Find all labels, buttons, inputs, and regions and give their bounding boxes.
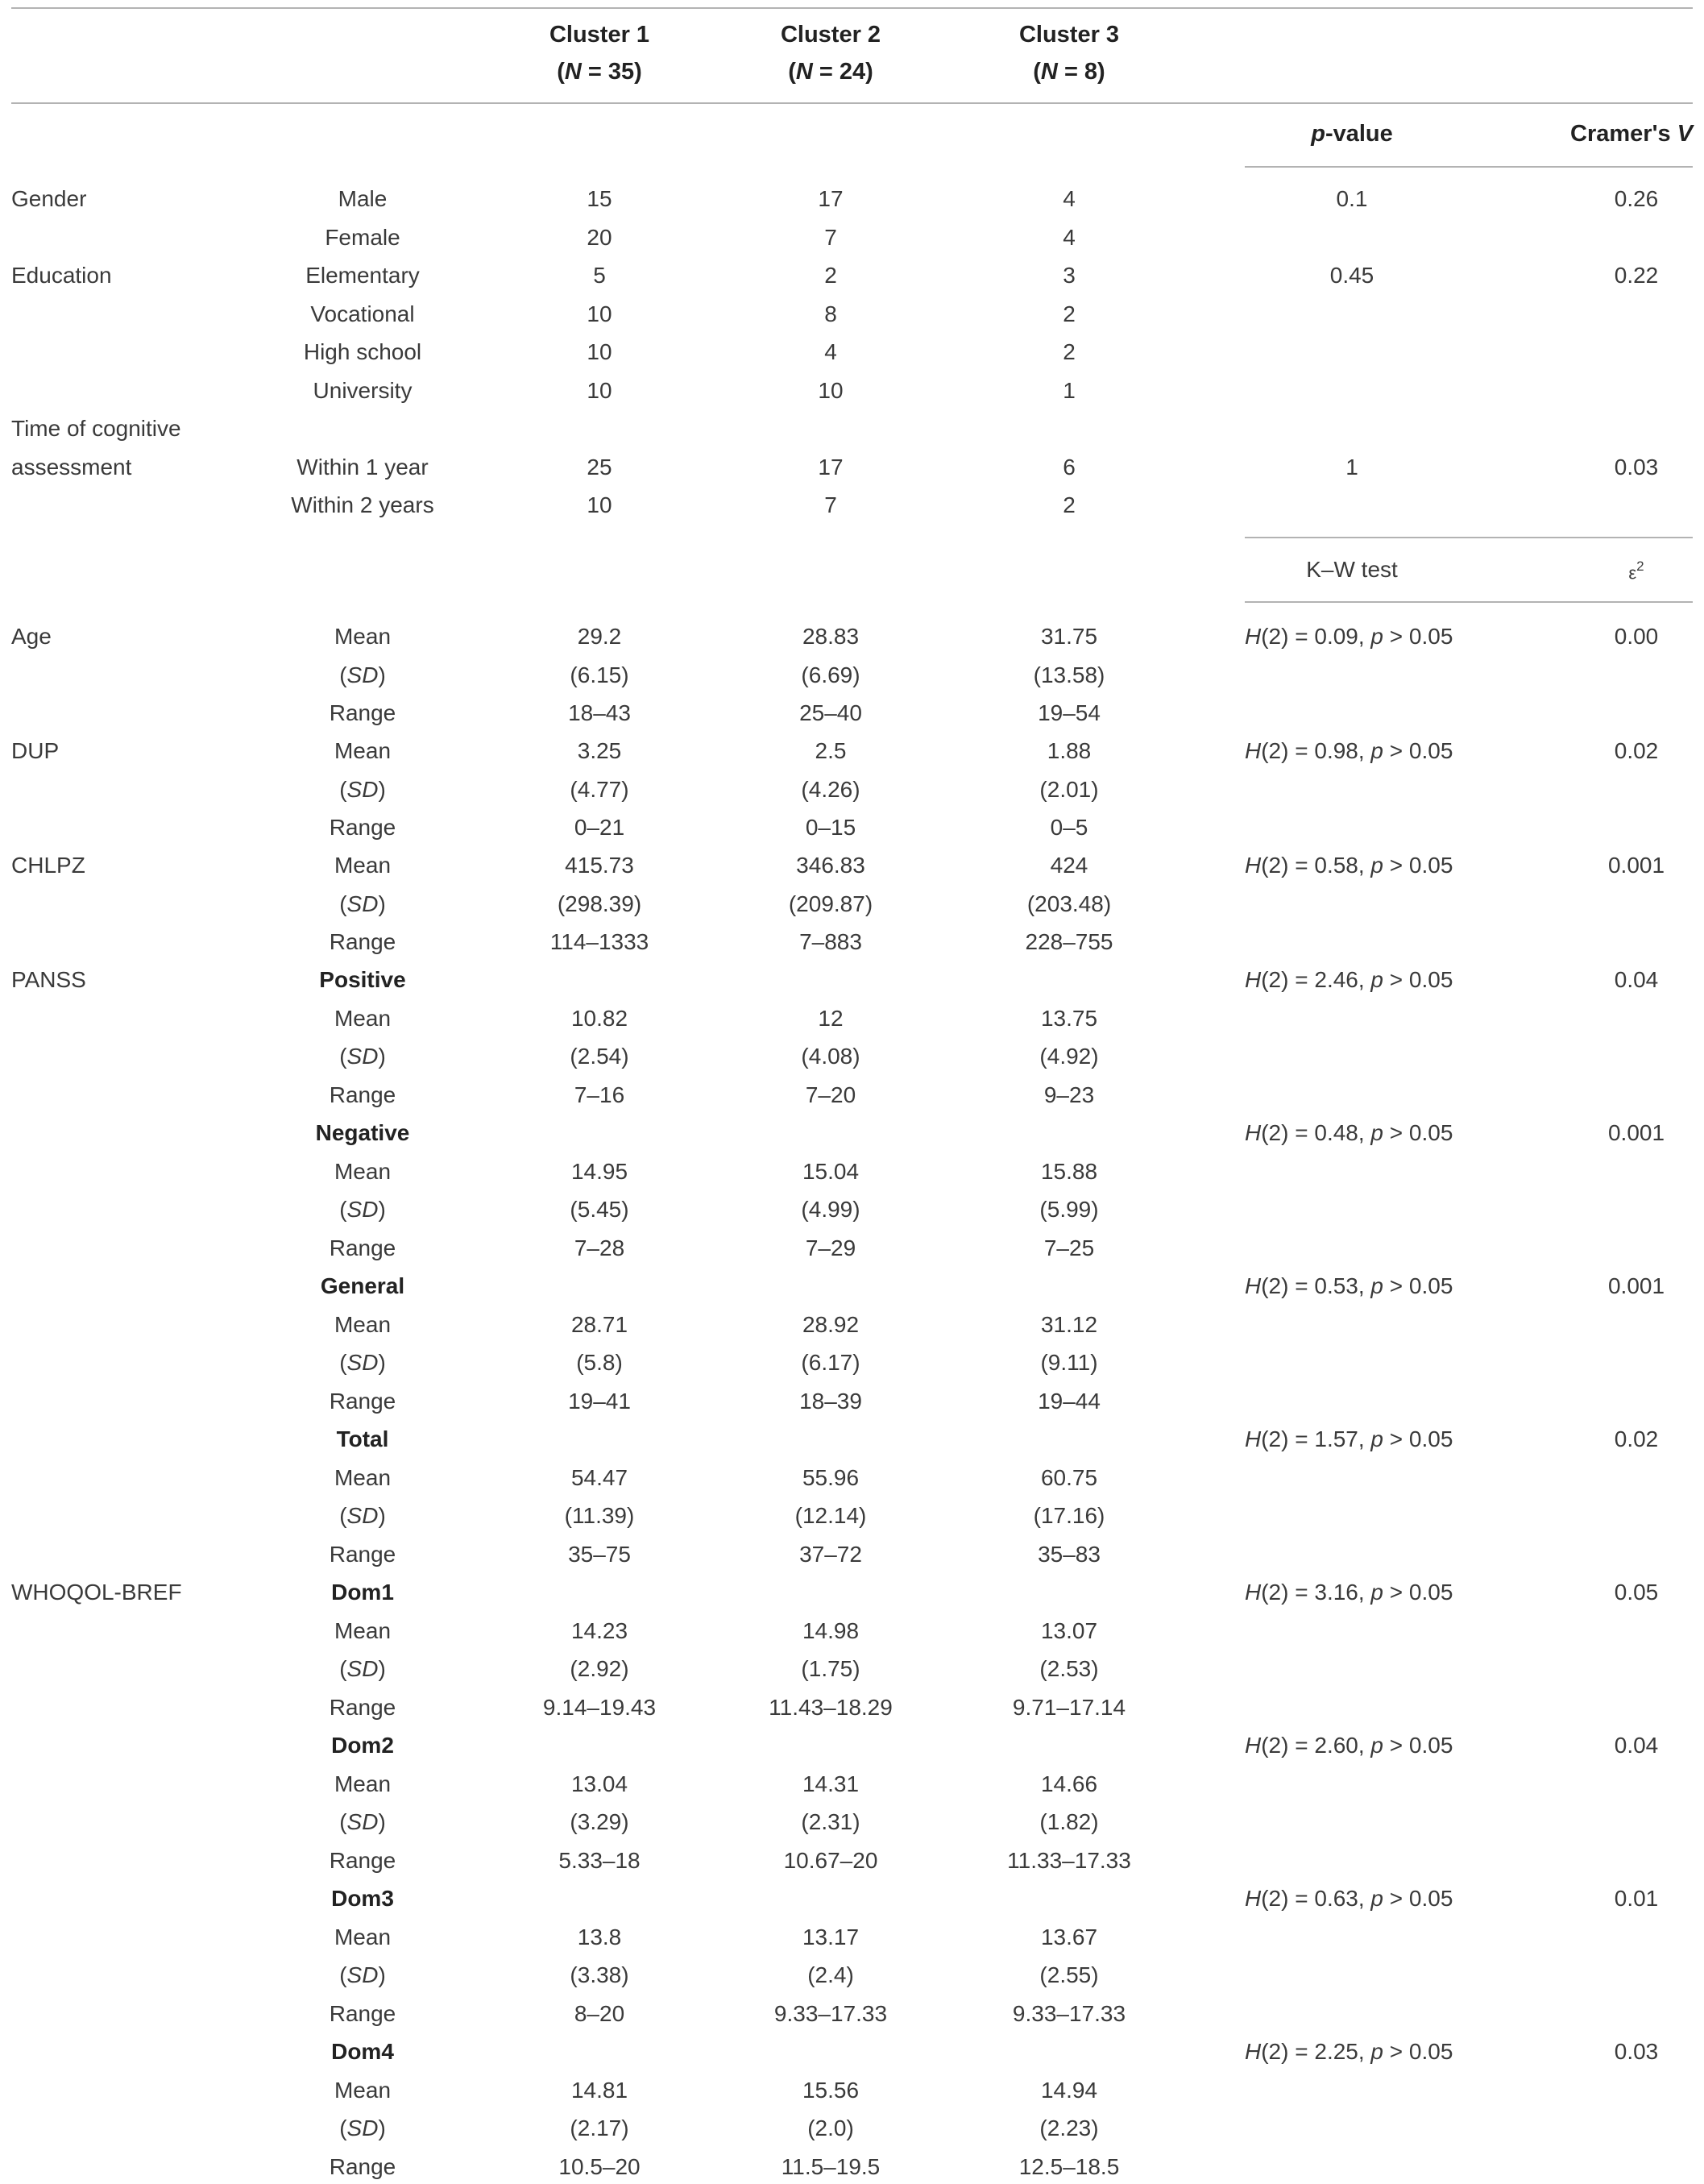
mean-label: Mean	[334, 853, 392, 878]
range-value: 18–43	[568, 700, 631, 725]
cluster3-count: 6	[1063, 454, 1076, 480]
sd-label: (SD)	[339, 2115, 386, 2140]
range-value: 35–75	[568, 1541, 631, 1567]
kw-p-symbol: p	[1370, 738, 1383, 763]
row-variable-label: Gender	[11, 186, 87, 211]
sd-label: (SD)	[339, 1656, 386, 1681]
mean-value: 28.83	[802, 624, 860, 649]
cluster1-n-italic: N	[564, 59, 582, 85]
kw-statistic: (2) = 3.16,	[1261, 1580, 1371, 1605]
kw-h-symbol: H	[1245, 853, 1262, 878]
sd-value: (5.45)	[570, 1197, 629, 1222]
mean-value: 415.73	[565, 853, 634, 878]
epsilon-squared-value: 0.02	[1614, 1426, 1659, 1451]
mean-value: 29.2	[577, 624, 622, 649]
sd-label-italic: SD	[346, 1044, 379, 1069]
range-label: Range	[329, 700, 396, 725]
subscale-label: Dom1	[331, 1580, 394, 1605]
kw-h-symbol: H	[1245, 2039, 1262, 2064]
kw-test-result	[1245, 1579, 1453, 1606]
mean-value: 2.5	[815, 738, 847, 763]
mean-value: 13.67	[1040, 1924, 1098, 1949]
sd-value: (2.55)	[1039, 1962, 1099, 1987]
subscale-label: Dom2	[331, 1733, 394, 1758]
cluster3-title: Cluster 3	[1018, 22, 1120, 48]
cluster2-count: 10	[818, 377, 844, 403]
kw-h-symbol: H	[1245, 1273, 1262, 1298]
range-value: 8–20	[574, 2000, 625, 2026]
kw-h-symbol: H	[1245, 738, 1262, 763]
cluster1-count: 20	[587, 224, 612, 250]
sd-value: (1.82)	[1039, 1809, 1099, 1834]
kw-p-symbol: p	[1370, 2039, 1383, 2064]
range-label: Range	[329, 1847, 396, 1873]
cluster2-count: 8	[824, 301, 837, 326]
sd-label: (SD)	[339, 1809, 386, 1834]
mean-label: Mean	[334, 1005, 392, 1031]
mean-value: 15.88	[1040, 1158, 1098, 1184]
cluster3-count: 2	[1063, 339, 1076, 364]
p-value: 0.45	[1329, 263, 1374, 288]
row-level-label: Male	[338, 186, 388, 211]
row-variable-label: Education	[11, 263, 112, 288]
range-value: 19–41	[568, 1388, 631, 1414]
range-value: 9.33–17.33	[1012, 2000, 1126, 2026]
sd-label-italic: SD	[346, 662, 379, 687]
range-value: 25–40	[799, 700, 862, 725]
range-value: 5.33–18	[558, 1847, 641, 1873]
kw-test-result	[1245, 852, 1453, 879]
row-variable-label: DUP	[11, 738, 60, 763]
mean-value: 14.94	[1040, 2077, 1098, 2103]
sd-label-italic: SD	[346, 891, 379, 916]
sd-value: (9.11)	[1040, 1350, 1098, 1375]
cluster1-count: 10	[587, 301, 612, 326]
sd-value: (4.08)	[801, 1044, 860, 1069]
cluster2-count: 17	[818, 454, 844, 480]
row-variable-label: assessment	[11, 454, 132, 480]
cluster1-count: 15	[587, 186, 612, 211]
cramers-v-header	[1570, 120, 1693, 147]
kw-p-threshold: > 0.05	[1383, 967, 1453, 992]
cluster3-count: 1	[1063, 377, 1076, 403]
row-level-label: Vocational	[310, 301, 415, 326]
range-value: 7–16	[574, 1082, 625, 1107]
range-value: 7–29	[805, 1235, 856, 1260]
mean-label: Mean	[334, 1311, 392, 1337]
range-value: 228–755	[1025, 929, 1113, 954]
mean-value: 14.95	[570, 1158, 628, 1184]
kw-statistic: (2) = 0.09,	[1261, 624, 1371, 649]
range-value: 18–39	[799, 1388, 862, 1414]
sd-value: (11.39)	[564, 1503, 635, 1528]
kw-p-threshold: > 0.05	[1383, 738, 1453, 763]
pvalue-header-rest: -value	[1325, 121, 1393, 147]
cluster3-n-value: = 8)	[1057, 59, 1105, 85]
kw-top-rule	[1245, 537, 1693, 538]
kw-test-result	[1245, 1885, 1453, 1912]
sd-label: (SD)	[339, 1962, 386, 1987]
sd-value: (209.87)	[788, 891, 873, 916]
range-label: Range	[329, 2000, 396, 2026]
epsilon-squared-value: 0.04	[1614, 1733, 1659, 1758]
range-value: 10.5–20	[558, 2153, 641, 2179]
kw-h-symbol: H	[1245, 1580, 1262, 1605]
sd-value: (2.17)	[570, 2115, 629, 2140]
mean-value: 13.75	[1040, 1005, 1098, 1031]
range-value: 0–5	[1050, 815, 1088, 840]
mean-value: 13.07	[1040, 1617, 1098, 1643]
cluster2-header	[781, 16, 881, 90]
sd-value: (4.77)	[570, 776, 629, 802]
cluster2-count: 17	[818, 186, 844, 211]
sd-label-italic: SD	[346, 1809, 379, 1834]
cluster1-count: 10	[587, 339, 612, 364]
range-value: 0–21	[574, 815, 625, 840]
epsilon-symbol: ε	[1628, 563, 1637, 583]
range-label: Range	[329, 1388, 396, 1414]
cluster1-title: Cluster 1	[549, 22, 650, 48]
kw-test-result	[1245, 737, 1453, 765]
subscale-label: Negative	[315, 1120, 410, 1145]
kw-p-symbol: p	[1370, 853, 1383, 878]
cramers-v-header-text: Cramer's	[1570, 121, 1677, 147]
mean-label: Mean	[334, 1464, 392, 1490]
epsilon-squared-value: 0.03	[1614, 2039, 1659, 2064]
row-level-label: Elementary	[305, 263, 420, 288]
kw-test-result	[1245, 1426, 1453, 1453]
kw-p-symbol: p	[1370, 1273, 1383, 1298]
epsilon-squared-value: 0.04	[1614, 967, 1659, 992]
row-variable-label: CHLPZ	[11, 853, 85, 878]
epsilon-squared-value: 0.01	[1614, 1886, 1659, 1911]
mean-value: 28.92	[802, 1311, 860, 1337]
mean-value: 13.8	[577, 1924, 622, 1949]
range-value: 19–54	[1038, 700, 1101, 725]
kw-p-threshold: > 0.05	[1383, 2039, 1453, 2064]
cramers-v-header-italic: V	[1677, 121, 1693, 147]
kw-h-symbol: H	[1245, 624, 1262, 649]
subscale-label: Dom4	[331, 2039, 394, 2064]
kw-p-symbol: p	[1370, 1580, 1383, 1605]
range-value: 35–83	[1038, 1541, 1101, 1567]
sd-label-italic: SD	[346, 1962, 379, 1987]
range-value: 9.14–19.43	[542, 1694, 657, 1720]
row-variable-label: Time of cognitive	[11, 416, 181, 441]
range-value: 9–23	[1043, 1082, 1095, 1107]
row-level-label: Female	[325, 224, 400, 250]
cluster3-n-italic: N	[1040, 59, 1058, 85]
epsilon-squared-value: 0.02	[1614, 738, 1659, 763]
range-value: 10.67–20	[783, 1847, 878, 1873]
kw-test-result	[1245, 1119, 1453, 1147]
cluster3-header	[1019, 16, 1119, 90]
cluster3-count: 4	[1063, 186, 1076, 211]
row-level-label: University	[313, 377, 413, 403]
cluster3-count: 4	[1063, 224, 1076, 250]
sd-label: (SD)	[339, 891, 386, 916]
kw-h-symbol: H	[1245, 1120, 1262, 1145]
epsilon-superscript: 2	[1636, 558, 1644, 574]
range-label: Range	[329, 815, 396, 840]
mean-value: 31.12	[1040, 1311, 1098, 1337]
mean-value: 3.25	[577, 738, 622, 763]
sd-label: (SD)	[339, 1197, 386, 1222]
epsilon-squared-header	[1628, 553, 1644, 587]
kw-p-symbol: p	[1370, 1886, 1383, 1911]
range-value: 7–20	[805, 1082, 856, 1107]
row-variable-label: PANSS	[11, 967, 86, 992]
sd-value: (6.69)	[801, 662, 860, 687]
epsilon-squared-value: 0.001	[1607, 853, 1665, 878]
kw-p-threshold: > 0.05	[1383, 1120, 1453, 1145]
cluster3-count: 2	[1063, 492, 1076, 517]
subscale-label: Positive	[319, 967, 406, 992]
mean-value: 13.04	[570, 1771, 628, 1796]
sd-label: (SD)	[339, 1350, 386, 1375]
kw-p-threshold: > 0.05	[1383, 1886, 1453, 1911]
sd-label-italic: SD	[346, 2115, 379, 2140]
sd-value: (4.92)	[1039, 1044, 1099, 1069]
cluster1-n: (N = 35)	[557, 59, 642, 85]
mean-value: 14.31	[802, 1771, 860, 1796]
cluster3-count: 3	[1063, 263, 1076, 288]
sd-value: (13.58)	[1033, 662, 1105, 687]
kw-statistic: (2) = 0.58,	[1261, 853, 1371, 878]
mean-value: 15.56	[802, 2077, 860, 2103]
subscale-label: Dom3	[331, 1886, 394, 1911]
kw-p-symbol: p	[1370, 624, 1383, 649]
kw-p-threshold: > 0.05	[1383, 1273, 1453, 1298]
sd-value: (2.01)	[1039, 776, 1099, 802]
sd-label-italic: SD	[346, 1197, 379, 1222]
kw-p-threshold: > 0.05	[1383, 1426, 1453, 1451]
range-label: Range	[329, 2153, 396, 2179]
kw-h-symbol: H	[1245, 967, 1262, 992]
row-level-label: Within 2 years	[291, 492, 434, 517]
sd-value: (298.39)	[557, 891, 642, 916]
sd-label-italic: SD	[346, 1503, 379, 1528]
kw-statistic: (2) = 0.48,	[1261, 1120, 1371, 1145]
sd-value: (2.31)	[801, 1809, 860, 1834]
kw-test-result	[1245, 1732, 1453, 1759]
sd-value: (4.99)	[801, 1197, 860, 1222]
range-label: Range	[329, 1082, 396, 1107]
kw-statistic: (2) = 0.98,	[1261, 738, 1371, 763]
p-value: 0.1	[1336, 186, 1368, 211]
sd-value: (2.4)	[807, 1962, 854, 1987]
kw-h-symbol: H	[1245, 1426, 1262, 1451]
range-value: 7–883	[799, 929, 862, 954]
sd-value: (2.23)	[1039, 2115, 1099, 2140]
cluster2-count: 4	[824, 339, 837, 364]
range-value: 0–15	[805, 815, 856, 840]
cluster1-count: 25	[587, 454, 612, 480]
row-level-label: Within 1 year	[296, 454, 429, 480]
cluster1-n-value: = 35)	[581, 59, 642, 85]
range-value: 12.5–18.5	[1018, 2153, 1120, 2179]
sd-value: (203.48)	[1026, 891, 1112, 916]
mean-value: 28.71	[570, 1311, 628, 1337]
cluster3-n: (N = 8)	[1033, 59, 1105, 85]
mean-label: Mean	[334, 1771, 392, 1796]
cluster1-count: 5	[593, 263, 606, 288]
range-label: Range	[329, 1694, 396, 1720]
mean-label: Mean	[334, 1158, 392, 1184]
sd-label-italic: SD	[346, 1350, 379, 1375]
kw-statistic: (2) = 0.53,	[1261, 1273, 1371, 1298]
sd-value: (6.17)	[801, 1350, 860, 1375]
sd-value: (17.16)	[1033, 1503, 1105, 1528]
range-value: 37–72	[799, 1541, 862, 1567]
range-value: 11.33–17.33	[1007, 1847, 1131, 1873]
epsilon-squared-value: 0.001	[1607, 1120, 1665, 1145]
mean-value: 15.04	[802, 1158, 860, 1184]
cluster2-count: 7	[824, 224, 837, 250]
sd-label: (SD)	[339, 776, 386, 802]
sd-value: (2.92)	[570, 1656, 629, 1681]
row-level-label: High school	[303, 339, 422, 364]
kw-p-threshold: > 0.05	[1383, 624, 1453, 649]
cluster1-count: 10	[587, 377, 612, 403]
row-variable-label: WHOQOL-BREF	[11, 1580, 182, 1605]
mean-label: Mean	[334, 738, 392, 763]
sd-value: (1.75)	[801, 1656, 860, 1681]
sd-value: (4.26)	[801, 776, 860, 802]
epsilon-squared-value: 0.001	[1607, 1273, 1665, 1298]
cluster1-count: 10	[587, 492, 612, 517]
kw-statistic: (2) = 2.60,	[1261, 1733, 1371, 1758]
mean-value: 54.47	[570, 1464, 628, 1490]
top-rule	[11, 7, 1693, 9]
kw-p-symbol: p	[1370, 1120, 1383, 1145]
kw-test-result	[1245, 623, 1453, 650]
kw-test-header: K–W test	[1306, 557, 1398, 582]
range-value: 19–44	[1038, 1388, 1101, 1414]
mean-value: 13.17	[802, 1924, 860, 1949]
kw-statistic: (2) = 0.63,	[1261, 1886, 1371, 1911]
sd-value: (12.14)	[794, 1503, 867, 1528]
sd-value: (2.54)	[570, 1044, 629, 1069]
pvalue-header	[1311, 120, 1393, 147]
kw-test-result	[1245, 2038, 1453, 2066]
mean-value: 55.96	[802, 1464, 860, 1490]
mean-value: 14.66	[1040, 1771, 1098, 1796]
cluster2-title: Cluster 2	[780, 22, 881, 48]
cluster2-n: (N = 24)	[788, 59, 873, 85]
sd-value: (3.29)	[570, 1809, 629, 1834]
mean-value: 12	[818, 1005, 844, 1031]
sd-value: (2.53)	[1039, 1656, 1099, 1681]
range-value: 11.43–18.29	[769, 1694, 893, 1720]
mean-label: Mean	[334, 2077, 392, 2103]
kw-h-symbol: H	[1245, 1886, 1262, 1911]
sd-value: (6.15)	[570, 662, 629, 687]
sd-label-italic: SD	[346, 1656, 379, 1681]
sd-label: (SD)	[339, 1044, 386, 1069]
sd-value: (5.99)	[1039, 1197, 1099, 1222]
range-value: 9.33–17.33	[773, 2000, 888, 2026]
epsilon-squared-value: 0.00	[1614, 624, 1659, 649]
kw-test-result	[1245, 966, 1453, 994]
range-label: Range	[329, 929, 396, 954]
mean-label: Mean	[334, 1924, 392, 1949]
sd-label-italic: SD	[346, 776, 379, 802]
mean-label: Mean	[334, 624, 392, 649]
mean-value: 346.83	[796, 853, 865, 878]
kw-h-symbol: H	[1245, 1733, 1262, 1758]
range-label: Range	[329, 1235, 396, 1260]
cluster1-header	[549, 16, 649, 90]
cluster2-n-value: = 24)	[812, 59, 873, 85]
kw-test-result	[1245, 1273, 1453, 1300]
pvalue-header-rule	[1245, 166, 1693, 168]
sd-label: (SD)	[339, 1503, 386, 1528]
kw-statistic: (2) = 2.25,	[1261, 2039, 1371, 2064]
sd-label: (SD)	[339, 662, 386, 687]
kw-p-threshold: > 0.05	[1383, 1580, 1453, 1605]
range-value: 7–28	[574, 1235, 625, 1260]
cramers-v-value: 0.03	[1614, 454, 1659, 480]
header-rule	[11, 102, 1693, 104]
range-value: 11.5–19.5	[781, 2153, 881, 2179]
epsilon-squared-value: 0.05	[1614, 1580, 1659, 1605]
range-value: 114–1333	[549, 929, 649, 954]
range-value: 7–25	[1043, 1235, 1095, 1260]
kw-statistic: (2) = 1.57,	[1261, 1426, 1371, 1451]
cluster2-count: 2	[824, 263, 837, 288]
mean-value: 31.75	[1040, 624, 1098, 649]
subscale-label: General	[320, 1273, 405, 1298]
range-value: 9.71–17.14	[1012, 1694, 1126, 1720]
mean-label: Mean	[334, 1617, 392, 1643]
kw-p-threshold: > 0.05	[1383, 853, 1453, 878]
cramers-v-value: 0.26	[1614, 186, 1659, 211]
mean-value: 10.82	[570, 1005, 628, 1031]
kw-header-rule	[1245, 601, 1693, 603]
mean-value: 60.75	[1040, 1464, 1098, 1490]
row-variable-label: Age	[11, 624, 52, 649]
sd-value: (2.0)	[807, 2115, 854, 2140]
mean-value: 14.81	[570, 2077, 628, 2103]
kw-p-symbol: p	[1370, 967, 1383, 992]
p-value: 1	[1345, 454, 1358, 480]
cramers-v-value: 0.22	[1614, 263, 1659, 288]
sd-value: (5.8)	[576, 1350, 623, 1375]
pvalue-header-italic: p	[1311, 121, 1325, 147]
range-label: Range	[329, 1541, 396, 1567]
kw-statistic: (2) = 2.46,	[1261, 967, 1371, 992]
cluster3-count: 2	[1063, 301, 1076, 326]
mean-value: 424	[1050, 853, 1088, 878]
mean-value: 14.23	[570, 1617, 628, 1643]
cluster2-n-italic: N	[795, 59, 813, 85]
kw-p-symbol: p	[1370, 1426, 1383, 1451]
mean-value: 1.88	[1047, 738, 1092, 763]
mean-value: 14.98	[802, 1617, 860, 1643]
cluster2-count: 7	[824, 492, 837, 517]
kw-p-threshold: > 0.05	[1383, 1733, 1453, 1758]
subscale-label: Total	[336, 1426, 389, 1451]
sd-value: (3.38)	[570, 1962, 629, 1987]
kw-p-symbol: p	[1370, 1733, 1383, 1758]
